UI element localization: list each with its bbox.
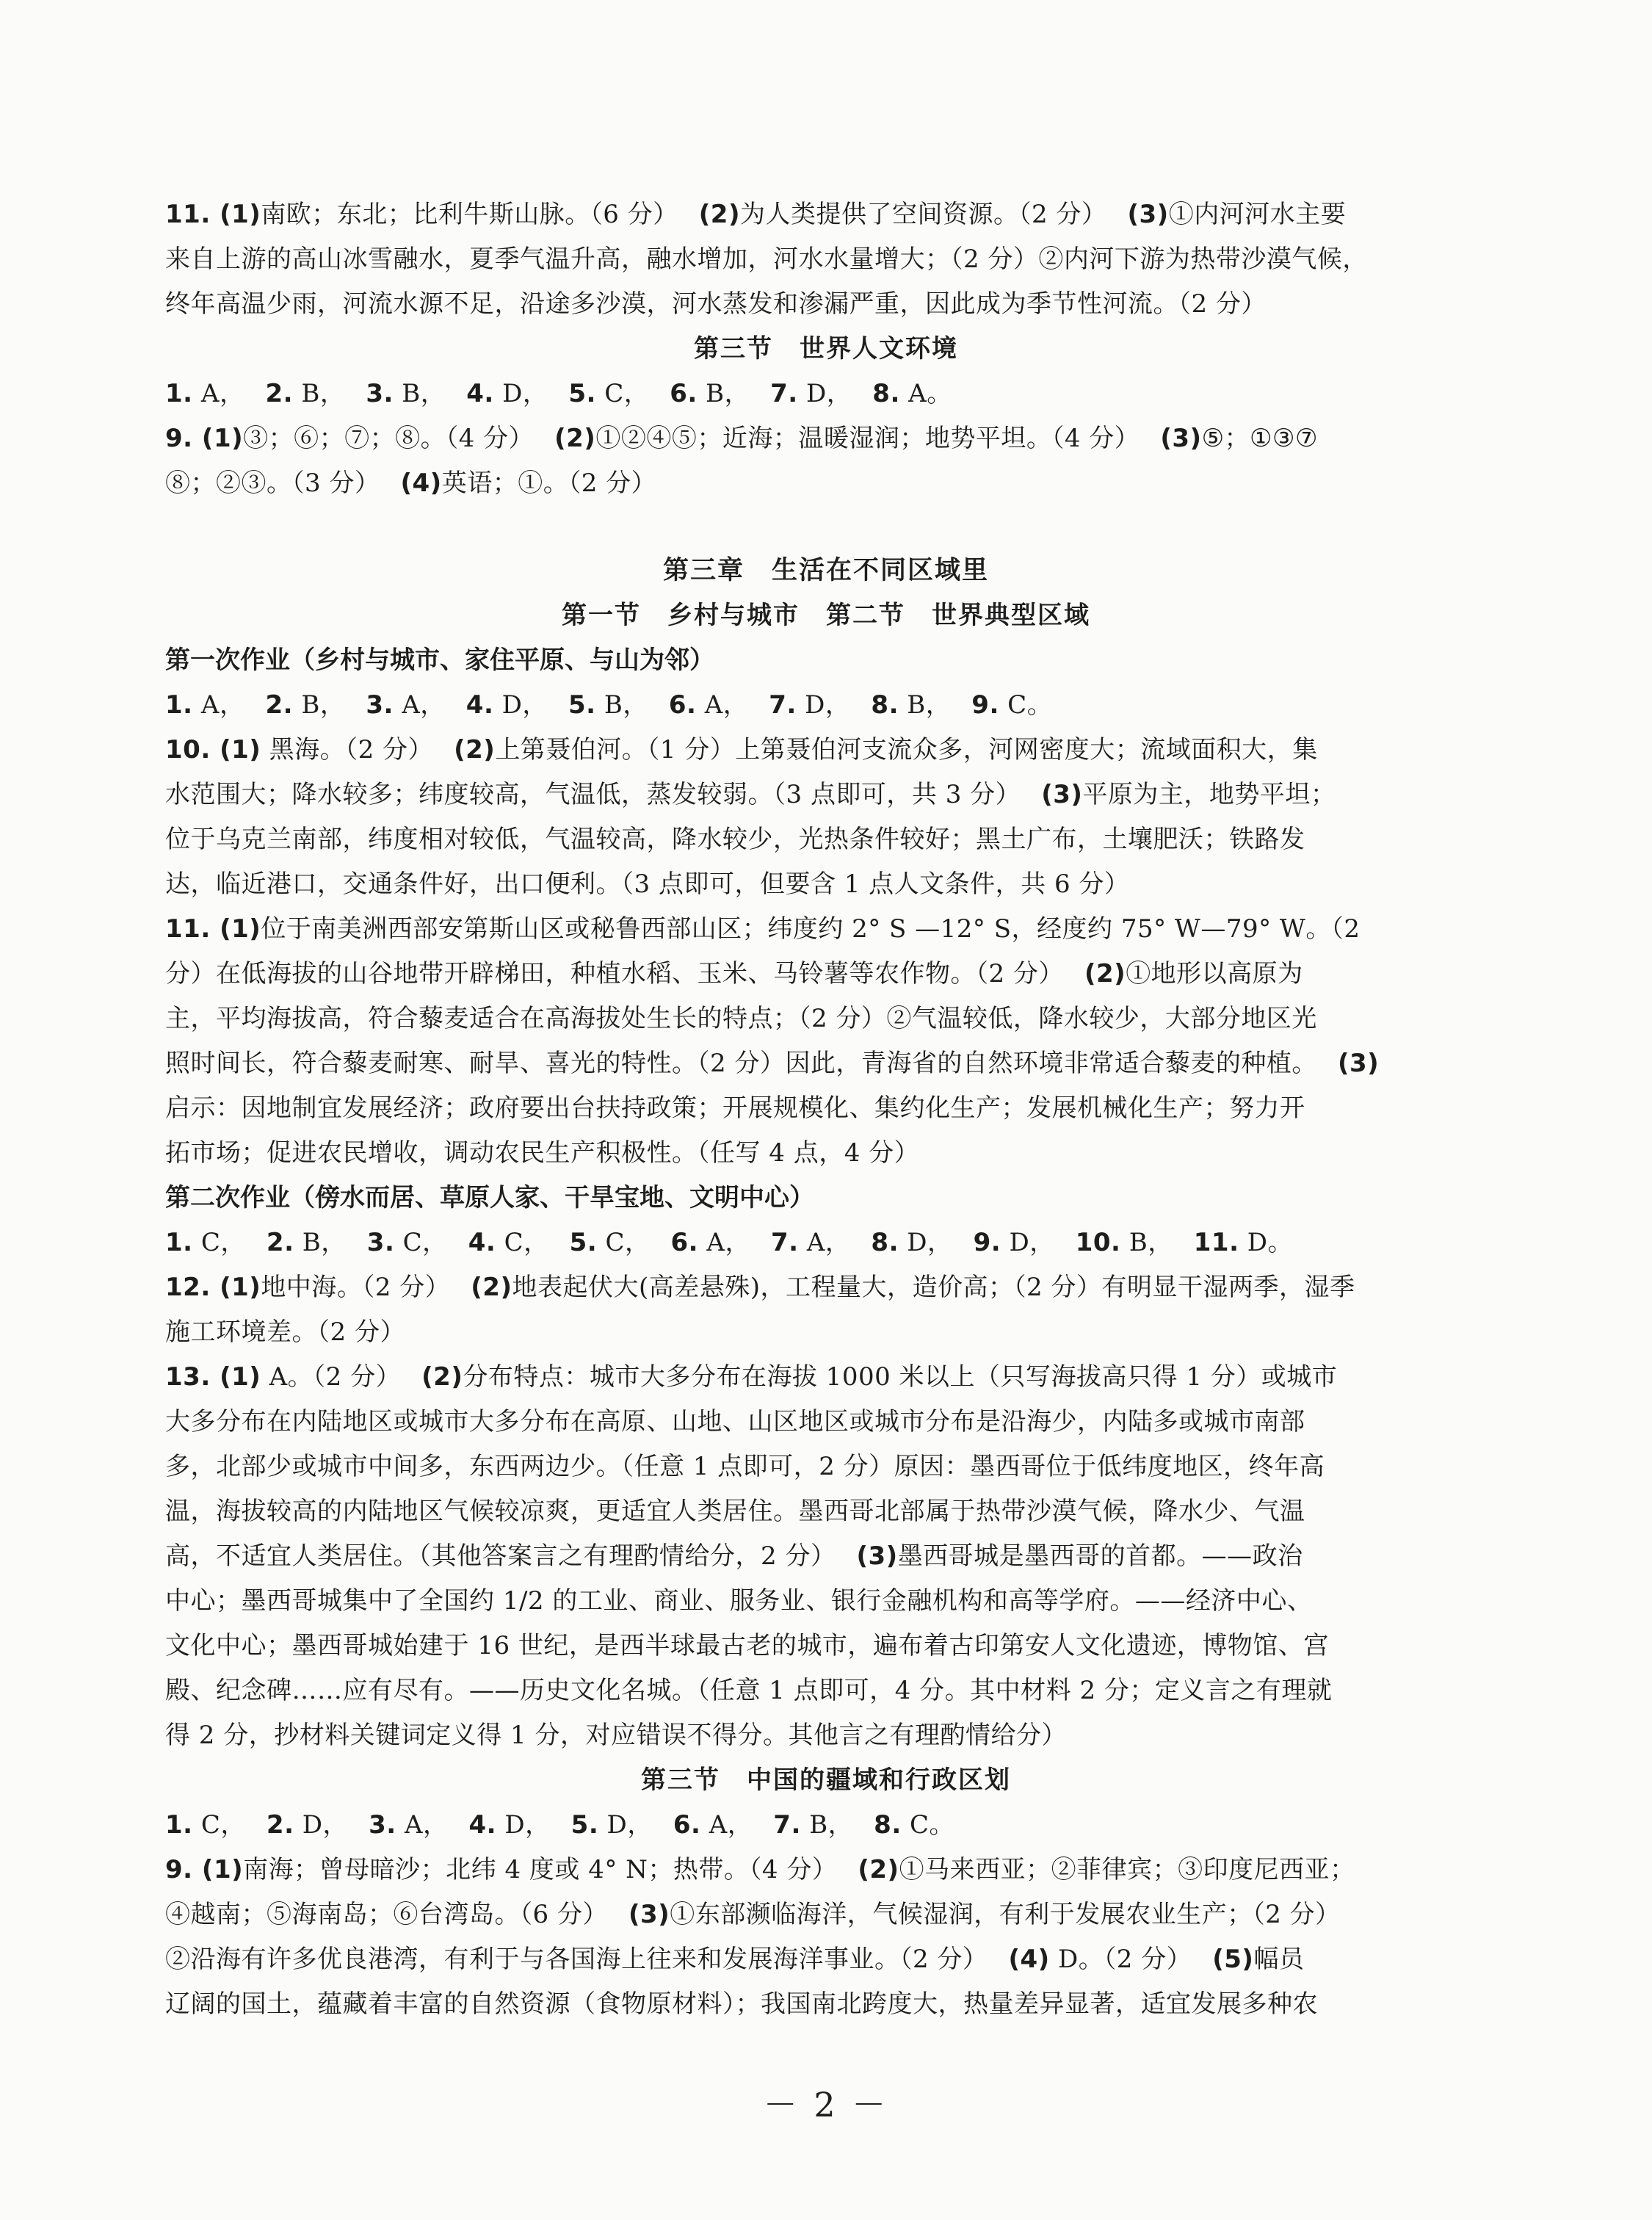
answer-text: 幅员 [1253,1945,1305,1974]
answer-text: D。（2 分） [1049,1945,1192,1974]
question-number: 4. [466,379,494,408]
answer-line [165,1400,1487,1445]
answer-text: 黑海。（2 分） [261,735,434,764]
answer-text: B， [899,690,952,720]
question-number: 7. [770,379,798,408]
answer-text: C。 [901,1810,955,1840]
question-number: 4. [468,1228,496,1257]
answer-text: ①马来西亚；②菲律宾；③印度尼西亚； [899,1855,1355,1884]
answer-text: 地中海。（2 分） [261,1273,451,1302]
answer-text: 分）在低海拔的山谷地带开辟梯田，种植水稻、玉米、马铃薯等农作物。（2 分） [165,959,1064,988]
question-number: 9. (1) [165,424,244,453]
answer-text: C， [595,379,650,408]
question-number: 5. [569,1228,598,1257]
answer-text: B， [293,690,346,720]
answer-text: 位于乌克兰南部，纬度相对较低，气温较高，降水较少，光热条件较好；黑土广布，土壤肥沃；铁路发 [165,825,1305,854]
answer-text: D， [796,690,851,720]
question-number: (3) [628,1900,670,1929]
answer-text: 辽阔的国土，蕴藏着丰富的自然资源（食物原材料）；我国南北跨度大，热量差异显著，适宜发展多种农 [165,1989,1318,2019]
answer-line [165,1041,1487,1086]
question-number: 10. [1075,1228,1121,1257]
answer-text: B， [293,379,346,408]
answer-text: A， [393,690,446,720]
section-heading: 第一节 乡村与城市 第二节 世界典型区域 [562,601,1090,630]
answer-text: 施工环境差。（2 分） [165,1317,405,1347]
question-number: (3) [1337,1049,1380,1078]
section-heading: 第三节 中国的疆域和行政区划 [641,1765,1011,1795]
answer-line [165,997,1487,1041]
question-number: (4) [400,469,442,498]
question-number: 6. [670,1228,699,1257]
question-number: (3) [856,1541,898,1571]
answer-text: D， [496,1810,551,1840]
answer-text: 主，平均海拔高，符合藜麦适合在高海拔处生长的特点；（2 分）②气温较低，降水较少，大部分地区光 [165,1004,1317,1033]
answer-text: 多，北部少或城市中间多，东西两边少。（任意 1 点即可，2 分）原因：墨西哥位于低纬度地区，终年高 [165,1452,1325,1481]
answer-line [165,1086,1487,1131]
answer-line [165,1489,1487,1534]
answer-line [165,862,1487,907]
answer-text: B， [800,1810,854,1840]
answer-text: C， [192,1810,246,1840]
answer-text: A， [396,1810,449,1840]
answer-text: 大多分布在内陆地区或城市大多分布在高原、山地、山区地区或城市分布是沿海少，内陆多或城市南部 [165,1407,1305,1436]
question-number: 2. [265,690,294,720]
answer-text: 上第聂伯河。（1 分）上第聂伯河支流众多，河网密度大；流域面积大，集 [495,735,1318,764]
answer-text: 达，临近港口，交通条件好，出口便利。（3 点即可，但要含 1 点人文条件，共 6 分） [165,869,1130,899]
answer-text: ④越南；⑤海南岛；⑥台湾岛。（6 分） [165,1900,608,1929]
answer-text: 中心；墨西哥城集中了全国约 1/2 的工业、商业、服务业、银行金融机构和高等学府。——经济中心、 [165,1586,1313,1616]
question-number: 9. [971,690,999,720]
answer-text: C。 [999,690,1053,720]
answer-line [165,907,1487,952]
question-number: 3. [366,1228,395,1257]
question-number: (2) [858,1855,899,1884]
answer-line [165,282,1487,327]
question-number: 12. (1) [165,1273,261,1302]
answer-text: ①东部濒临海洋，气候湿润，有利于发展农业生产；（2 分） [670,1900,1341,1929]
answer-line [165,192,1487,237]
question-number: 13. (1) [165,1362,261,1392]
answer-text: 来自上游的高山冰雪融水，夏季气温升高，融水增加，河水水量增大；（2 分）②内河下游为热带沙漠气候， [165,245,1368,274]
answer-text: ⑧；②③。（3 分） [165,469,380,498]
question-number: 1. [165,1228,193,1257]
answer-line [165,1445,1487,1489]
answer-text: ②沿海有许多优良港湾，有利于与各国海上往来和发展海洋事业。（2 分） [165,1945,988,1974]
answer-text: D， [797,379,852,408]
answer-text: 高，不适宜人类居住。（其他答案言之有理酌情给分，2 分） [165,1541,836,1571]
answer-text: ①内河河水主要 [1168,200,1347,229]
answer-line [165,1668,1487,1713]
answer-line [165,1624,1487,1668]
answer-line [165,1937,1487,1982]
answer-text: D， [493,690,548,720]
question-number: (2) [554,424,596,453]
answer-text: 分布特点：城市大多分布在海拔 1000 米以上（只写海拔高只得 1 分）或城市 [463,1362,1338,1392]
answer-text: 水范围大；降水较多；纬度较高，气温低，蒸发较弱。（3 点即可，共 3 分） [165,780,1021,809]
answer-text: 启示：因地制宜发展经济；政府要出台扶持政策；开展规模化、集约化生产；发展机械化生产；努力开 [165,1093,1305,1123]
answer-text: C， [496,1228,549,1257]
answer-text: A， [700,1810,753,1840]
answer-line [165,1713,1487,1758]
page-number: － 2 － [763,2085,889,2125]
answer-text: C， [394,1228,448,1257]
answer-line [165,1221,1487,1265]
answer-text: D。 [1239,1228,1294,1257]
section-spacer [165,506,1487,549]
answer-text: 墨西哥城是墨西哥的首都。——政治 [897,1541,1303,1571]
question-number: 8. [874,1810,902,1840]
question-number: 11. [1193,1228,1239,1257]
answer-line [165,683,1487,728]
question-number: (3) [1160,424,1202,453]
answer-text: A， [698,1228,750,1257]
answer-text: ⑤；①③⑦ [1201,424,1318,453]
answer-line [165,817,1487,862]
answer-line [165,1892,1487,1937]
answer-text: B， [294,1228,347,1257]
answer-text: ①地形以高原为 [1126,959,1303,988]
assignment-heading: 第二次作业（傍水而居、草原人家、干旱宝地、文明中心） [165,1183,814,1212]
question-number: 6. [670,379,698,408]
answer-line [165,416,1487,461]
answer-text: A。 [899,379,952,408]
answer-text: A， [696,690,749,720]
answer-text: 南海；曾母暗沙；北纬 4 度或 4° N；热带。（4 分） [243,1855,838,1884]
answer-text: D， [898,1228,953,1257]
answer-text: ③；⑥；⑦；⑧。（4 分） [243,424,535,453]
answer-text: 温，海拔较高的内陆地区气候较凉爽，更适宜人类居住。墨西哥北部属于热带沙漠气候，降水少、气温 [165,1497,1305,1526]
question-number: 6. [673,1810,701,1840]
answer-text: 为人类提供了空间资源。（2 分） [740,200,1107,229]
answer-text: D， [294,1810,349,1840]
answer-text: D， [493,379,548,408]
answer-text: 南欧；东北；比利牛斯山脉。（6 分） [261,200,678,229]
question-number: 3. [366,690,394,720]
question-number: (2) [454,735,496,764]
answer-line [165,728,1487,773]
question-number: 1. [165,379,193,408]
answer-line [165,237,1487,282]
question-number: 10. (1) [165,735,261,764]
answer-text: D， [1001,1228,1055,1257]
answer-line [165,1848,1487,1892]
question-number: 6. [668,690,697,720]
answer-line [165,1355,1487,1400]
question-number: (2) [421,1362,463,1392]
question-number: 3. [369,1810,396,1840]
answer-text: 地表起伏大(高差悬殊)，工程量大，造价高；（2 分）有明显干湿两季，湿季 [512,1273,1355,1302]
question-number: (4) [1008,1945,1050,1974]
answer-line [165,1982,1487,2027]
answer-text: B， [393,379,446,408]
question-number: 2. [265,379,294,408]
answer-text: B， [1120,1228,1173,1257]
question-number: (2) [1084,959,1126,988]
question-number: 5. [568,379,596,408]
answer-line [165,952,1487,997]
answer-line [165,1803,1487,1848]
answer-text: A。（2 分） [261,1362,402,1392]
question-number: 5. [568,690,596,720]
answer-line [165,1310,1487,1355]
answer-line [165,773,1487,817]
question-number: 11. (1) [165,914,261,944]
chapter-heading: 第三章 生活在不同区域里 [662,556,989,585]
question-number: 4. [468,1810,497,1840]
question-number: 1. [165,690,193,720]
answer-text: 文化中心；墨西哥城始建于 16 世纪，是西半球最古老的城市，遍布着古印第安人文化遗迹，博物馆、宫 [165,1631,1329,1660]
question-number: 8. [872,379,900,408]
question-number: 2. [266,1810,294,1840]
answer-line [165,1579,1487,1624]
question-number: 8. [871,1228,899,1257]
answer-text: 拓市场；促进农民增收，调动农民生产积极性。（任写 4 点，4 分） [165,1138,920,1168]
answer-line [165,1534,1487,1579]
answer-text: A， [192,690,245,720]
answer-text: A， [798,1228,851,1257]
question-number: (3) [1041,780,1083,809]
assignment-heading: 第一次作业（乡村与城市、家住平原、与山为邻） [165,646,714,675]
question-number: 5. [570,1810,599,1840]
answer-text: D， [598,1810,653,1840]
question-number: (2) [471,1273,512,1302]
answer-text: 英语；①。（2 分） [441,469,657,498]
answer-text: ①②④⑤；近海；温暖湿润；地势平坦。（4 分） [595,424,1140,453]
question-number: 7. [769,690,797,720]
question-number: 3. [366,379,394,408]
section-heading: 第三节 世界人文环境 [694,334,958,364]
question-number: (3) [1127,200,1169,229]
answer-text: B， [595,690,648,720]
answer-text: 照时间长，符合藜麦耐寒、耐旱、喜光的特性。（2 分）因此，青海省的自然环境非常适合藜麦的种植。 [165,1049,1317,1078]
answer-text: A， [192,379,245,408]
question-number: 7. [770,1228,799,1257]
answer-text: 平原为主，地势平坦； [1082,780,1336,809]
answer-line [165,372,1487,416]
answer-text: C， [192,1228,246,1257]
question-number: 11. (1) [165,200,261,229]
question-number: 9. (1) [165,1855,244,1884]
answer-page-body [165,192,1487,2027]
answer-text: 得 2 分，抄材料关键词定义得 1 分，对应错误不得分。其他言之有理酌情给分） [165,1721,1067,1750]
answer-line [165,1131,1487,1176]
answer-line [165,461,1487,506]
question-number: (2) [698,200,741,229]
question-number: 9. [973,1228,1001,1257]
answer-text: 殿、纪念碑……应有尽有。——历史文化名城。（任意 1 点即可，4 分。其中材料 2 分；定义言之有理就 [165,1676,1333,1705]
question-number: 4. [465,690,494,720]
answer-text: C， [597,1228,651,1257]
question-number: 2. [266,1228,294,1257]
question-number: 8. [871,690,899,720]
question-number: 1. [165,1810,193,1840]
answer-line [165,1265,1487,1310]
question-number: 7. [773,1810,801,1840]
answer-text: B， [697,379,750,408]
question-number: (5) [1212,1945,1254,1974]
answer-text: 终年高温少雨，河流水源不足，沿途多沙漠，河水蒸发和渗漏严重，因此成为季节性河流。（2 分） [165,289,1267,319]
answer-text: 位于南美洲西部安第斯山区或秘鲁西部山区；纬度约 2° S —12° S，经度约 75° W—79° W。（2 [261,914,1361,944]
